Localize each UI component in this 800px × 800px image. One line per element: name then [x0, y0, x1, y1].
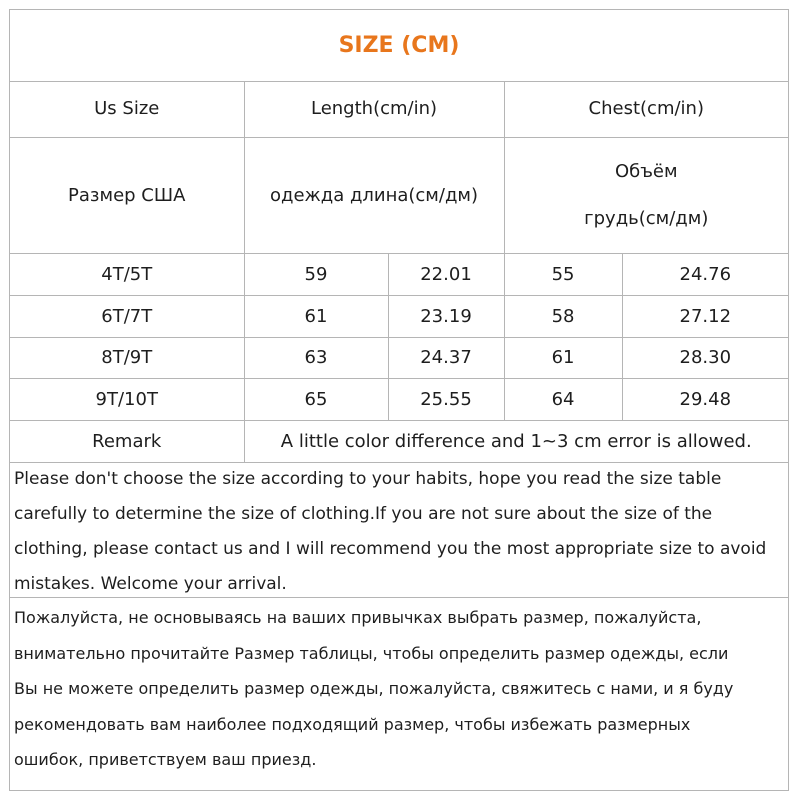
chart-title: SIZE (CM)	[10, 10, 788, 82]
table-row	[10, 378, 788, 420]
chest-cm-cell: 61	[504, 337, 622, 378]
length-cm-cell: 63	[244, 337, 388, 378]
note-line: mistakes. Welcome your arrival.	[14, 574, 287, 594]
note-line: Please don't choose the size according to your habits, hope you read the size table	[14, 469, 722, 489]
chest-cm-cell: 64	[504, 378, 622, 420]
note-russian	[10, 600, 788, 788]
header-chest: Chest(cm/in)	[504, 81, 788, 137]
size-cell: 4T/5T	[10, 253, 244, 295]
size-cell: 9T/10T	[10, 378, 244, 420]
table-row	[10, 295, 788, 337]
length-cm-cell: 61	[244, 295, 388, 337]
remark-row	[10, 420, 788, 462]
size-cell: 6T/7T	[10, 295, 244, 337]
note-line: внимательно прочитайте Размер таблицы, чтобы определить размер одежды, если	[14, 643, 729, 663]
chest-cm-cell: 55	[504, 253, 622, 295]
header-us-size: Us Size	[10, 81, 244, 137]
table-row	[10, 337, 788, 378]
remark-text: A little color difference and 1~3 cm error is allowed.	[244, 420, 788, 462]
header-length: Length(cm/in)	[244, 81, 504, 137]
size-cell: 8T/9T	[10, 337, 244, 378]
length-in-cell: 24.37	[388, 337, 504, 378]
header-us-size-ru: Размер США	[10, 137, 244, 253]
length-in-cell: 23.19	[388, 295, 504, 337]
header-length-ru: одежда длина(см/дм)	[244, 137, 504, 253]
note-line: рекомендовать вам наиболее подходящий размер, чтобы избежать размерных	[14, 714, 691, 734]
note-line: clothing, please contact us and I will recommend you the most appropriate size to avoid	[14, 539, 767, 559]
header-row	[10, 81, 788, 137]
header-chest-ru-line2: грудь(см/дм)	[584, 208, 709, 229]
header-chest-ru-line1: Объём	[614, 161, 678, 182]
table-row	[10, 253, 788, 295]
chest-in-cell: 28.30	[622, 337, 788, 378]
length-cm-cell: 59	[244, 253, 388, 295]
note-line: carefully to determine the size of clothing.If you are not sure about the size of the	[14, 504, 713, 524]
header-chest-ru	[504, 137, 788, 253]
note-line: Пожалуйста, не основываясь на ваших привычках выбрать размер, пожалуйста,	[14, 608, 702, 627]
note-line: Вы не можете определить размер одежды, пожалуйста, свяжитесь с нами, и я буду	[14, 679, 734, 698]
note-line: ошибок, приветствуем ваш приезд.	[14, 750, 317, 769]
size-table	[10, 81, 788, 463]
header-row-ru	[10, 137, 788, 253]
remark-label: Remark	[10, 420, 244, 462]
chest-in-cell: 27.12	[622, 295, 788, 337]
length-in-cell: 22.01	[388, 253, 504, 295]
length-in-cell: 25.55	[388, 378, 504, 420]
chest-in-cell: 24.76	[622, 253, 788, 295]
length-cm-cell: 65	[244, 378, 388, 420]
note-english	[10, 462, 788, 598]
size-chart	[9, 9, 789, 791]
chest-in-cell: 29.48	[622, 378, 788, 420]
chest-cm-cell: 58	[504, 295, 622, 337]
